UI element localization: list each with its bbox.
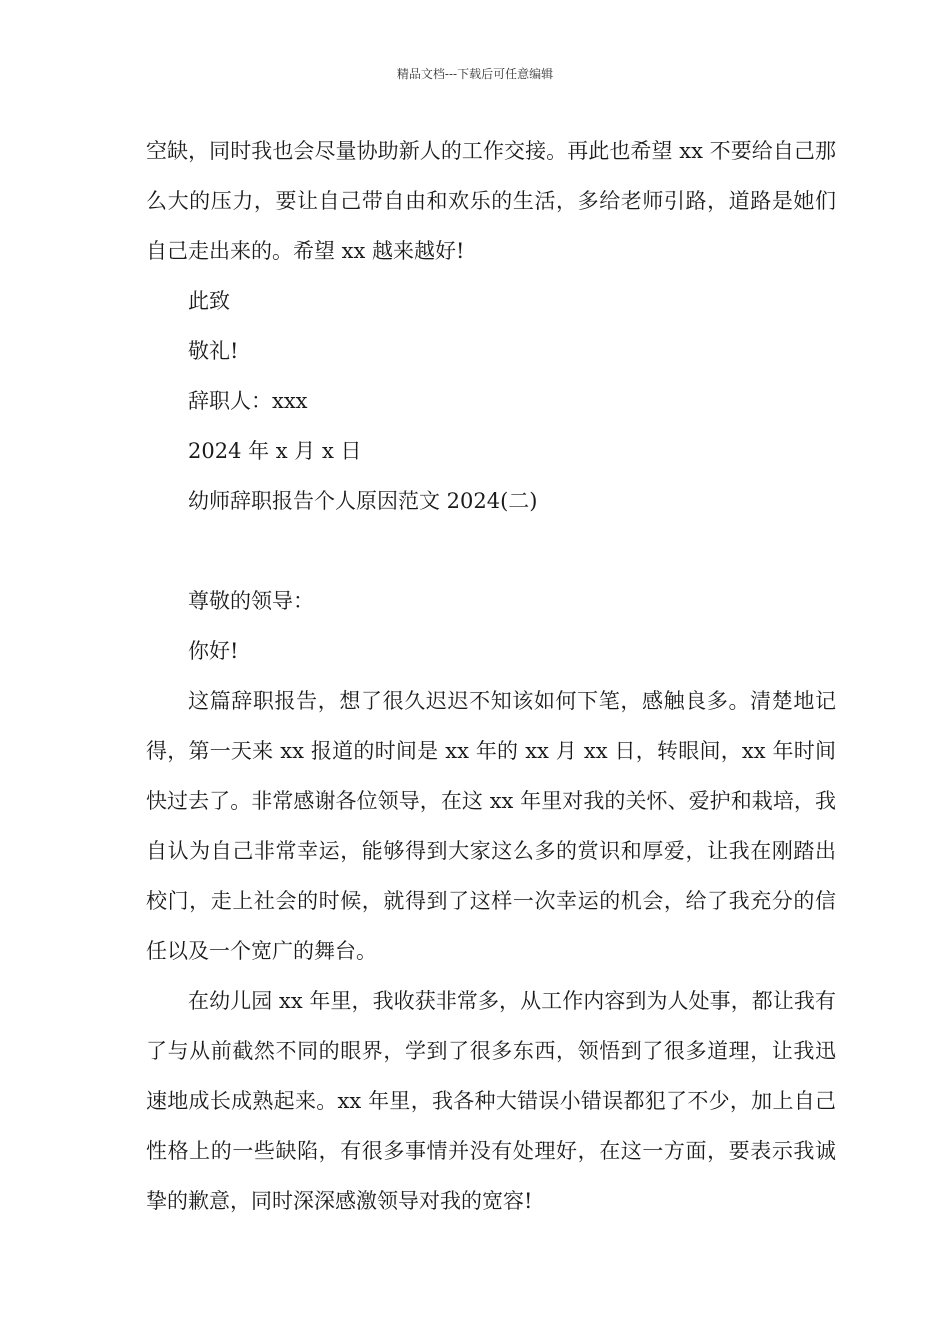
document-body [146, 126, 836, 1226]
closing-line-2: 敬礼! [188, 339, 239, 363]
blank-line [146, 526, 836, 576]
paragraph-2: 这篇辞职报告，想了很久迟迟不知该如何下笔，感触良多。清楚地记得，第一天来 xx 报道的时间是 xx 年的 xx 月 xx 日，转眼间，xx 年时间快过去了。非常感谢各位领导，在这 xx 年里对我的关怀、爱护和栽培，我自认为自己非常幸运，能够得到大家这么多的赏识和厚爱，让我在刚踏出校门，走上社会的时候，就得到了这样一次幸运的机会，给了我充分的信任以及一个宽广的舞台。 [146, 689, 836, 963]
salutation: 尊敬的领导： [188, 589, 314, 613]
paragraph-3: 在幼儿园 xx 年里，我收获非常多，从工作内容到为人处事，都让我有了与从前截然不同的眼界，学到了很多东西，领悟到了很多道理，让我迅速地成长成熟起来。xx 年里，我各种大错误小错误都犯了不少，加上自己性格上的一些缺陷，有很多事情并没有处理好，在这一方面，要表示我诚挚的歉意，同时深深感激领导对我的宽容! [146, 989, 836, 1213]
page-header: 精品文档---下载后可任意编辑 [396, 67, 554, 81]
date-line: 2024 年 x 月 x 日 [188, 439, 362, 463]
paragraph-continuation: 空缺，同时我也会尽量协助新人的工作交接。再此也希望 xx 不要给自己那么大的压力，要让自己带自由和欢乐的生活，多给老师引路，道路是她们自己走出来的。希望 xx 越来越好! [146, 139, 836, 263]
section-title: 幼师辞职报告个人原因范文 2024(二) [188, 489, 538, 513]
closing-line-1: 此致 [188, 289, 230, 313]
greeting: 你好! [188, 639, 239, 663]
signer-line: 辞职人：xxx [188, 389, 308, 413]
